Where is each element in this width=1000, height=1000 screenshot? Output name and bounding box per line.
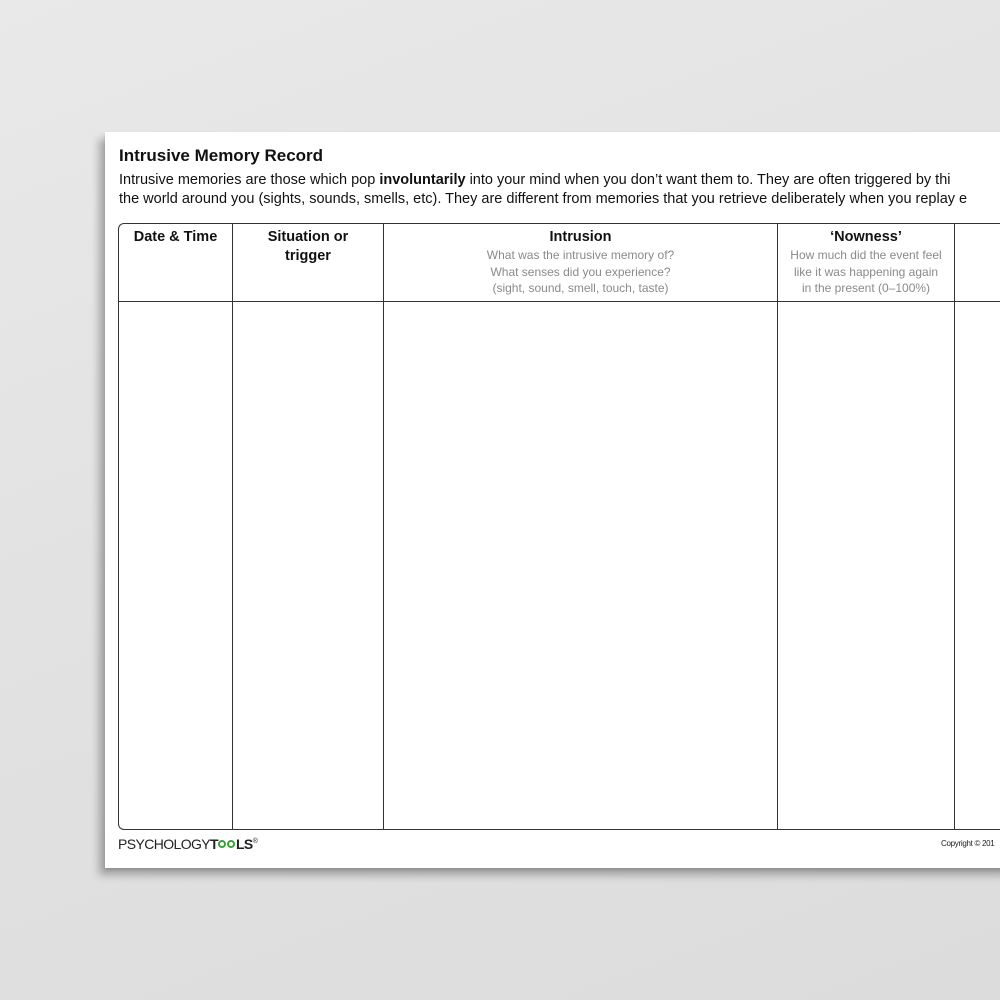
intro-line-2: the world around you (sights, sounds, smells, etc). They are different from memories that you retrieve deliberately when you replay e bbox=[119, 191, 968, 207]
column-header-situation: Situation or trigger bbox=[267, 229, 349, 264]
situation-cell[interactable] bbox=[233, 302, 383, 829]
copyright-notice: Copyright © 201 bbox=[941, 839, 995, 848]
column-header-date-time: Date & Time bbox=[133, 229, 218, 245]
intro-paragraph bbox=[119, 171, 1000, 209]
intro-line-1: Intrusive memories are those which pop involuntarily into your mind when you don’t want them to. They are often triggered by thi bbox=[119, 172, 951, 188]
record-table bbox=[118, 223, 1000, 830]
intro-emphasis: involuntarily bbox=[379, 172, 466, 188]
column-divider bbox=[954, 224, 955, 829]
psychology-tools-logo: PSYCHOLOGYT LS® bbox=[118, 836, 258, 852]
worksheet-page bbox=[105, 132, 1000, 868]
column-header-intrusion: Intrusion What was the intrusive memory of? What senses did you experience? (sight, sound, smell, touch, taste) bbox=[486, 229, 675, 295]
page-title: Intrusive Memory Record bbox=[119, 146, 324, 165]
gear-icon bbox=[218, 840, 226, 848]
column-header-nowness: ‘Nowness’ How much did the event feel like it was happening again in the present (0–100%) bbox=[790, 229, 942, 295]
gear-icon bbox=[227, 840, 235, 848]
date-time-cell[interactable] bbox=[119, 302, 232, 829]
intrusion-cell[interactable] bbox=[384, 302, 777, 829]
nowness-cell[interactable] bbox=[778, 302, 954, 829]
